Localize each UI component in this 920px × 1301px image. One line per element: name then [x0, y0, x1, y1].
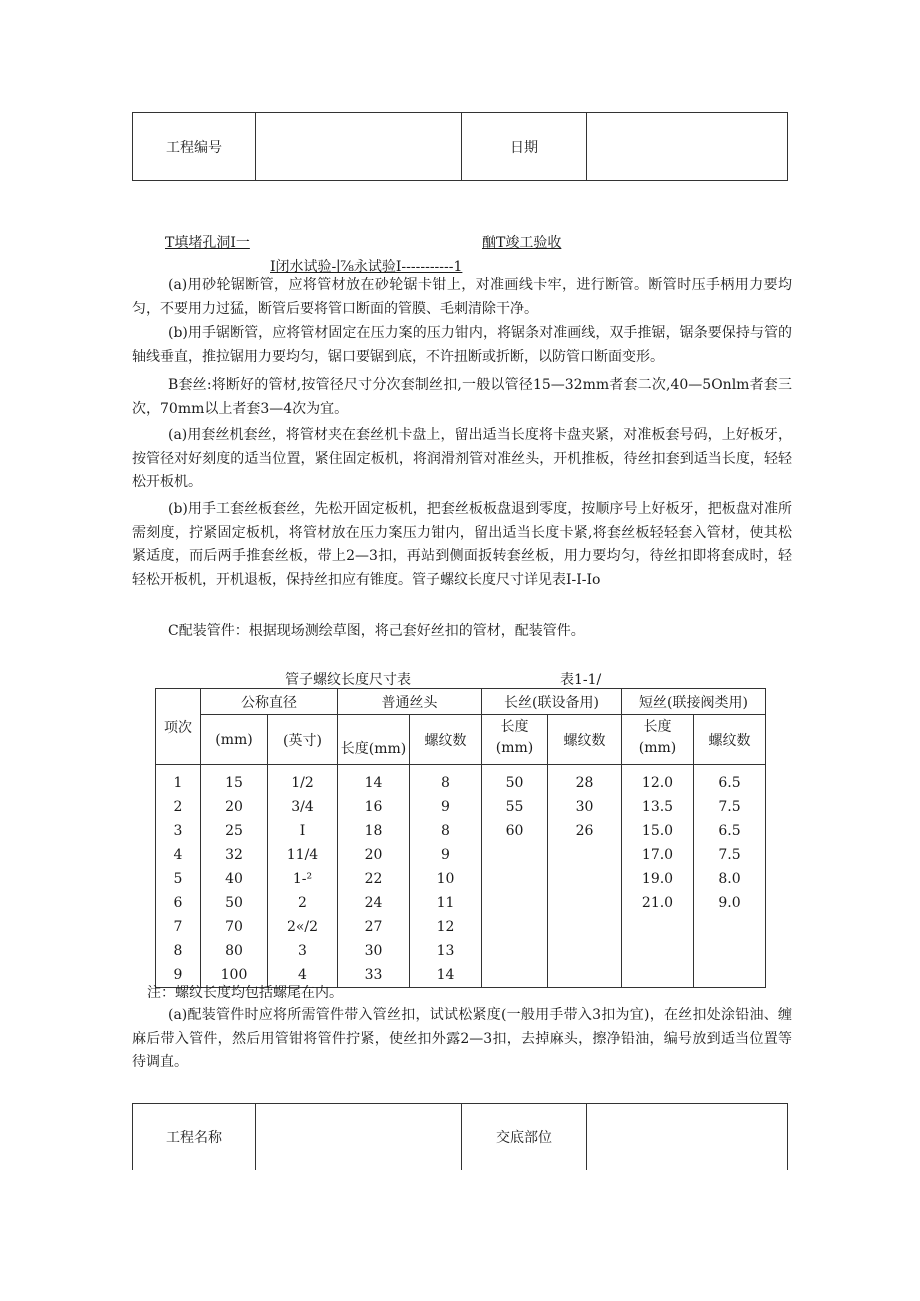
table-cell: 1 — [173, 775, 183, 791]
table-title: 管子螺纹长度尺寸表 — [285, 672, 411, 688]
table-cell: 15 — [225, 775, 243, 791]
date-label: 日期 — [462, 113, 587, 181]
table-cell: 55 — [505, 799, 524, 815]
column-nominal-mm — [201, 765, 268, 988]
table-cell: 3/4 — [291, 799, 314, 815]
header-normal-thread: 普通丝头 — [338, 689, 482, 715]
table-cell: 14 — [364, 775, 383, 791]
header-short-thread: 短丝(联接阀类用) — [622, 689, 766, 715]
header-item: 项次 — [156, 689, 201, 765]
table-cell: 12.0 — [641, 775, 674, 791]
paragraph-machine-threading: (a)用套丝机套丝，将管材夹在套丝机卡盘上，留出适当长度将卡盘夹紧，对准板套号码，上好板牙，按管径对好刻度的适当位置，紧住固定板机，将润滑剂管对准丝头，开机推板，待丝扣套到适当长度，轻轻松开板机。 — [132, 427, 792, 490]
column-item — [156, 765, 201, 988]
table-cell: 17.0 — [641, 847, 674, 863]
table-cell: 7.5 — [718, 847, 741, 863]
table-cell: 6 — [173, 895, 183, 911]
column-long-length — [482, 765, 548, 988]
table-cell: 10 — [436, 871, 455, 887]
table-cell: 28 — [575, 775, 594, 791]
table-cell: I — [299, 823, 306, 839]
table-cell: 8 — [173, 943, 183, 959]
table-cell: 21.0 — [641, 895, 674, 911]
project-name-value[interactable] — [256, 1104, 462, 1170]
table-cell: 60 — [505, 823, 524, 839]
table-cell: 3 — [298, 943, 307, 959]
header-short-length-label: 长度 — [643, 718, 672, 735]
column-normal-threads — [410, 765, 482, 988]
table-cell: 7 — [173, 919, 183, 935]
date-value[interactable] — [587, 113, 788, 181]
table-cell: 8 — [441, 775, 450, 791]
table-cell: 2«/2 — [286, 919, 319, 935]
table-cell: 11 — [436, 895, 455, 911]
table-cell: 3 — [173, 823, 183, 839]
table-cell: 9 — [441, 847, 450, 863]
column-short-length — [622, 765, 694, 988]
table-cell: 24 — [364, 895, 383, 911]
header-long-thread: 长丝(联设备用) — [482, 689, 622, 715]
table-cell: 4 — [173, 847, 183, 863]
table-cell: 22 — [364, 871, 383, 887]
table-cell: 5 — [173, 871, 183, 887]
header-inch: (英寸) — [268, 715, 338, 765]
table-cell: 6.5 — [718, 823, 741, 839]
header-nominal-diameter: 公称直径 — [201, 689, 338, 715]
table-cell: 50 — [225, 895, 243, 911]
table-number: 表1-1/ — [560, 672, 602, 688]
header-short-length — [622, 715, 694, 765]
table-note: 注：螺纹长度均包括螺尾在内。 — [147, 985, 343, 1001]
header-mm: (mm) — [201, 715, 268, 765]
header-table-bottom — [132, 1103, 788, 1170]
table-cell: 9 — [173, 967, 183, 983]
header-short-threads: 螺纹数 — [694, 715, 766, 765]
table-cell: 80 — [225, 943, 243, 959]
table-cell: 4 — [298, 967, 307, 983]
paragraph-hand-saw-cut: (b)用手锯断管，应将管材固定在压力案的压力钳内，将锯条对准画线，双手推锯，锯条要保持与管的轴线垂直，推拉锯用力要均匀，锯口要锯到底，不许扭断或折断，以防管口断面变形。 — [132, 325, 792, 365]
table-cell: 14 — [436, 967, 455, 983]
table-cell: 18 — [364, 823, 383, 839]
table-cell: 30 — [575, 799, 594, 815]
column-short-threads — [694, 765, 766, 988]
paragraph-assembly: (a)配装管件时应将所需管件带入管丝扣，试试松紧度(一般用手带入3扣为宜)，在丝扣处涂铅油、缠麻后带入管件，然后用管钳将管件拧紧，使丝扣外露2—3扣，去掉麻头，擦净铅油，编号放到适当位置等待调直。 — [132, 1007, 792, 1070]
table-cell: 13.5 — [641, 799, 674, 815]
header-table-top — [132, 112, 788, 181]
project-number-value[interactable] — [256, 113, 462, 181]
table-cell: 33 — [364, 967, 383, 983]
table-cell: 6.5 — [718, 775, 741, 791]
thread-length-table — [155, 688, 766, 988]
flow-fill-holes: T填堵孔洞I一 — [165, 235, 250, 251]
table-cell: 9.0 — [718, 895, 741, 911]
table-cell: 13 — [436, 943, 455, 959]
header-long-length-unit: (mm) — [495, 739, 534, 756]
header-short-length-unit: (mm) — [638, 739, 677, 756]
column-nominal-inch — [268, 765, 338, 988]
header-normal-threads: 螺纹数 — [410, 715, 482, 765]
table-cell: 40 — [225, 871, 243, 887]
project-name-label: 工程名称 — [133, 1104, 256, 1170]
handover-part-value[interactable] — [587, 1104, 788, 1170]
table-cell: 8.0 — [718, 871, 741, 887]
flow-completion-acceptance: 酗T竣工验收 — [482, 235, 562, 251]
header-long-length-label: 长度 — [500, 718, 529, 735]
paragraph-threading: B套丝:将断好的管材,按管径尺寸分次套制丝扣,一般以管径15—32mm者套二次,40—5Onlm者套三次，70mm以上者套3—4次为宜。 — [132, 377, 792, 417]
table-cell: 26 — [575, 823, 594, 839]
table-cell: 8 — [441, 823, 450, 839]
header-long-threads: 螺纹数 — [548, 715, 622, 765]
table-cell: 1-² — [292, 871, 313, 887]
table-cell: 2 — [298, 895, 307, 911]
table-cell: 27 — [364, 919, 383, 935]
table-cell: 70 — [225, 919, 243, 935]
table-cell: 2 — [173, 799, 183, 815]
table-cell: 25 — [225, 823, 243, 839]
table-cell: 30 — [364, 943, 383, 959]
table-cell: 7.5 — [718, 799, 741, 815]
table-cell: 100 — [220, 967, 248, 983]
handover-part-label: 交底部位 — [462, 1104, 587, 1170]
table-cell: 12 — [436, 919, 455, 935]
table-cell: 16 — [364, 799, 383, 815]
column-long-threads — [548, 765, 622, 988]
table-cell: 11/4 — [286, 847, 319, 863]
header-normal-length: 长度(mm) — [338, 715, 410, 765]
column-normal-length — [338, 765, 410, 988]
table-cell: 15.0 — [641, 823, 674, 839]
table-cell: 50 — [505, 775, 524, 791]
table-cell: 9 — [441, 799, 450, 815]
table-cell: 20 — [364, 847, 383, 863]
paragraph-manual-threading: (b)用手工套丝板套丝，先松开固定板机，把套丝板板盘退到零度，按顺序号上好板牙，把板盘对准所需刻度，拧紧固定板机，将管材放在压力案压力钳内，留出适当长度卡紧,将套丝板轻轻套入管材，使其松紧适度，而后两手推套丝板，带上2—3扣，再站到侧面扳转套丝板，用力要均匀，待丝扣即将套成时，轻轻松开板机，开机退板，保持丝扣应有锥度。管子螺纹长度尺寸详见表I-I-Io — [132, 501, 792, 588]
table-cell: 20 — [225, 799, 243, 815]
table-cell: 1/2 — [291, 775, 314, 791]
table-cell: 32 — [225, 847, 243, 863]
flow-water-test: I闭水试验-∣⅞永试验I-----------1 — [270, 259, 463, 275]
paragraph-fittings: C配装管件：根据现场测绘草图，将己套好丝扣的管材，配装管件。 — [168, 623, 585, 639]
project-number-label: 工程编号 — [133, 113, 256, 181]
header-long-length — [482, 715, 548, 765]
paragraph-grinder-cut: (a)用砂轮锯断管，应将管材放在砂轮锯卡钳上，对准画线卡牢，进行断管。断管时压手柄用力要均匀，不要用力过猛，断管后要将管口断面的管膜、毛刺清除干净。 — [132, 277, 792, 317]
table-cell: 19.0 — [641, 871, 674, 887]
